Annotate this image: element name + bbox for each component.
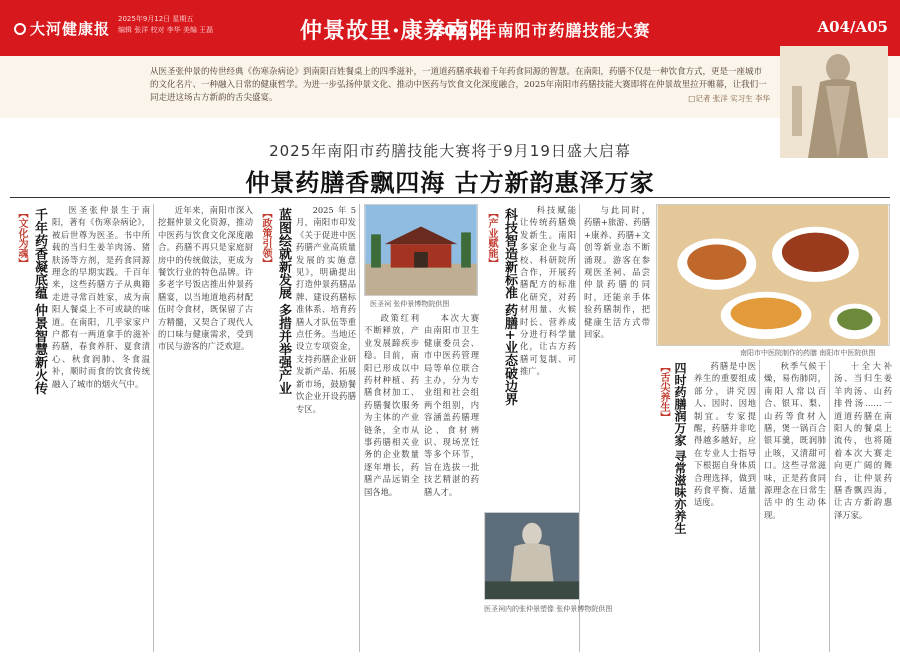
column-text: 医圣张仲景生于南阳，著有《伤寒杂病论》，被后世尊为医圣。书中所载的当归生姜羊肉汤、猪肤汤等方剂，是药食同源理念的早期实践。千百年来，这些药膳方子从典籍走进寻常百姓家，成为南阳人餐桌上不可或缺的味道。在南阳，几乎家家户户都有一两道拿手的滋补药膳，春食养肝、夏食清心、秋食润肺、冬食温补，顺时而食的饮食传统融入了城市的烟火气中。 <box>52 205 150 389</box>
column-text: 2025年5月，南阳市印发《关于促进中医药膳产业高质量发展的实施意见》，明确提出打造仲景药膳品牌、建设药膳标准体系、培育药膳人才队伍等重点任务。当地还设立专项资金，支持药膳企业研发新产品、拓展新市场，鼓励餐饮企业开设药膳专区。 <box>296 205 356 414</box>
intro-strip <box>0 56 900 118</box>
column-text: 秋季气候干燥，易伤肺阴，南阳人常以百合、银耳、梨、山药等食材入膳，煲一锅百合银耳羹，既润肺止咳，又清甜可口。这些寻常滋味，正是药食同源理念在日常生活中的生动体现。 <box>764 361 826 520</box>
article-column <box>520 204 576 564</box>
main-headline: 仲景药膳香飘四海 古方新韵惠泽万家 <box>245 168 655 197</box>
column-rule <box>359 204 360 652</box>
section-tag-industry: 【产业赋能】 <box>486 208 497 268</box>
section-headline-culture: 千年药香凝底蕴 仲景智慧新火传 <box>32 208 47 395</box>
subtitle: 2025年南阳市药膳技能大赛将于9月19日盛大启幕 <box>269 142 631 160</box>
intro-body: 从医圣张仲景的传世经典《伤寒杂病论》到南阳百姓餐桌上的四季滋补，一道道药膳承载着千年药食同源的智慧。在南阳，药膳不仅是一种饮食方式，更是一座城市的文化名片、一种融入日常的健康哲学。为进一步弘扬仲景文化、推动中医药与饮食文化深度融合，2025年南阳市药膳技能大赛即将在仲景故里拉开帷幕，让我们一同走进这场古方新韵的舌尖盛宴。 <box>150 67 767 103</box>
column-rule <box>153 204 154 652</box>
byline: □记者 张洋 实习生 李华 <box>688 94 770 103</box>
photo-statue <box>484 512 580 600</box>
article-column <box>694 360 756 652</box>
issue-info <box>118 14 213 36</box>
section-tag-policy: 【政策引领】 <box>260 208 271 268</box>
column-text: 与此同时，药膳+旅游、药膳+康养、药膳+文创等新业态不断涌现。游客在参观医圣祠、品尝仲景药膳的同时，还能亲手体验药膳制作，把健康生活方式带回家。 <box>584 205 650 340</box>
title-block <box>0 140 900 198</box>
article-column <box>52 204 150 652</box>
section-headline-industry: 科技智造新标准 药膳+业态破边界 <box>502 208 517 406</box>
column-rule <box>759 360 760 652</box>
article-column <box>364 312 419 652</box>
page-number: A04/A05 <box>817 18 888 36</box>
column-text: 近年来，南阳市深入挖掘仲景文化资源，推动中医药与饮食文化深度融合。药膳不再只是家庭厨房中的传统做法，更成为餐饮行业的特色品牌。许多老字号饭店推出仲景药膳宴，以当地道地药材配伍时令食材，既保留了古方精髓，又契合了现代人的口味与健康需求，受到市民与游客的广泛欢迎。 <box>158 205 253 352</box>
photo-herbal-dishes <box>656 204 890 346</box>
editor-line: 编辑 张洋 校对 李华 美编 王磊 <box>118 26 214 34</box>
column-text: 药膳是中医养生的重要组成部分，讲究因人、因时、因地制宜。专家提醒，药膳并非吃得越多越好，应在专业人士指导下根据自身体质合理选择，做到药食平衡、适量适度。 <box>694 361 756 508</box>
article-column <box>584 204 650 652</box>
article-column <box>296 204 356 652</box>
column-text: 十全大补汤、当归生姜羊肉汤、山药排骨汤……一道道药膳在南阳人的餐桌上流传，也将随着本次大赛走向更广阔的舞台，让仲景药膳香飘四海，让古方新韵惠泽万家。 <box>834 361 892 520</box>
divider <box>10 197 890 198</box>
photo-caption: 医圣祠 张仲景博物院供图 <box>370 300 450 308</box>
column-rule <box>829 360 830 652</box>
logo-icon <box>14 23 26 35</box>
column-text: 本次大赛由南阳市卫生健康委员会、市中医药管理局等单位联合主办，分为专业组和社会组两个组别，内容涵盖药膳理论、食材辨识、现场烹饪等多个环节，旨在选拔一批技艺精湛的药膳人才。 <box>424 313 479 497</box>
article-column <box>834 360 892 652</box>
column-text: 政策红利不断释放，产业发展蹄疾步稳。目前，南阳已形成以中药材种植、药膳食材加工、药膳餐饮服务为主体的产业链条，全市从事药膳相关业务的企业数量逐年增长，药膳产品远销全国各地。 <box>364 313 419 497</box>
newspaper-logo <box>14 18 110 39</box>
photo-caption: 南阳市中医院制作的药膳 南阳市中医院供图 <box>740 349 876 357</box>
photo-caption: 医圣祠内的张仲景塑像 张仲景博物院供图 <box>484 605 613 613</box>
article-column <box>158 204 253 652</box>
section-tag-culture: 【文化为魂】 <box>16 208 27 268</box>
column-text: 科技赋能让传统药膳焕发新生。南阳多家企业与高校、科研院所合作，开展药膳配方的标准化研究，对药材用量、火候时长、营养成分进行科学量化，让古方药膳可复制、可推广。 <box>520 205 576 377</box>
photo-yisheng-temple <box>364 204 478 296</box>
intro-text <box>150 66 770 105</box>
masthead <box>0 0 900 56</box>
section-slogan: 仲景故里·康养南阳 <box>300 18 493 44</box>
issue-date: 2025年9月12日 星期五 <box>118 15 194 23</box>
article-column <box>764 360 826 652</box>
section-tag-health: 【舌尖养生】 <box>658 362 669 422</box>
article-column <box>424 312 479 652</box>
section-headline-health: 四时药膳润万家 寻常滋味亦养生 <box>673 362 687 535</box>
event-name: 2025年南阳市药膳技能大赛 <box>432 21 651 40</box>
section-headline-policy: 蓝图绘就新发展 多措并举强产业 <box>276 208 291 395</box>
logo-text: 大河健康报 <box>30 20 111 38</box>
